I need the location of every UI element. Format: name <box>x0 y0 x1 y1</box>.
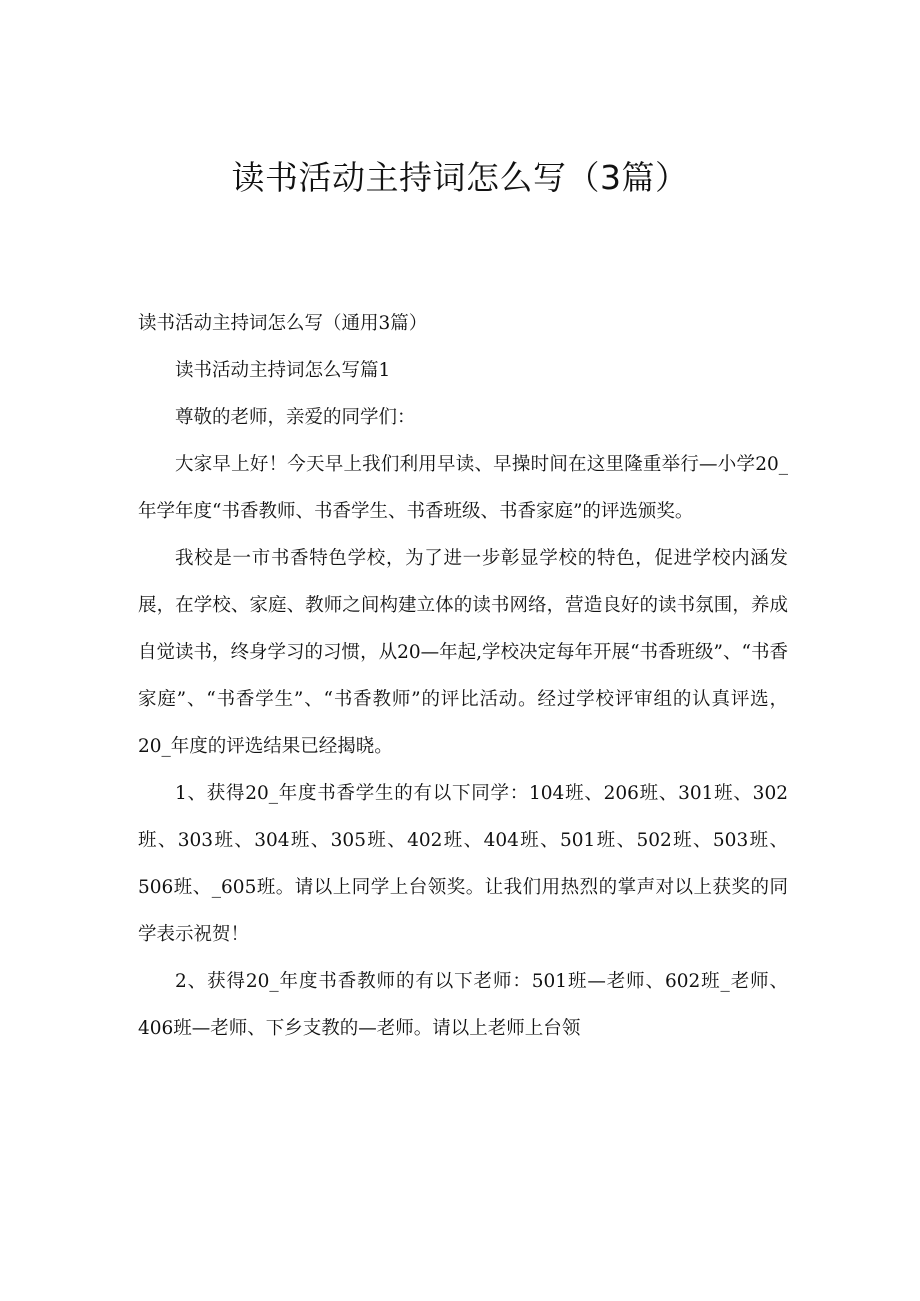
document-title: 读书活动主持词怎么写（3篇） <box>231 158 689 197</box>
salutation-paragraph: 尊敬的老师，亲爱的同学们： <box>175 407 416 428</box>
background-paragraph: 我校是一市书香特色学校，为了进一步彰显学校的特色，促进学校内涵发展，在学校、家庭、教师之间构建立体的读书网络，营造良好的读书氛围，养成自觉读书，终身学习的习惯，从20—年起,学校决定每年开展“书香班级”、“书香家庭”、“书香学生”、“书香教师”的评比活动。经过学校评审组的认真评选，20_年度的评选结果已经揭晓。 <box>138 548 788 757</box>
document-subtitle: 读书活动主持词怎么写（通用3篇） <box>138 313 428 334</box>
greeting-paragraph: 大家早上好！今天早上我们利用早读、早操时间在这里隆重举行—小学20_年学年度“书香教师、书香学生、书香班级、书香家庭”的评选颁奖。 <box>138 454 788 522</box>
section-heading: 读书活动主持词怎么写篇1 <box>175 360 391 381</box>
student-awards-paragraph: 1、获得20_年度书香学生的有以下同学：104班、206班、301班、302班、303班、304班、305班、402班、404班、501班、502班、503班、506班、_605班。请以上同学上台领奖。让我们用热烈的掌声对以上获奖的同学表示祝贺！ <box>138 783 788 945</box>
teacher-awards-paragraph: 2、获得20_年度书香教师的有以下老师：501班—老师、602班_老师、406班—老师、下乡支教的—老师。请以上老师上台领 <box>138 971 788 1039</box>
document-body <box>138 300 788 1052</box>
